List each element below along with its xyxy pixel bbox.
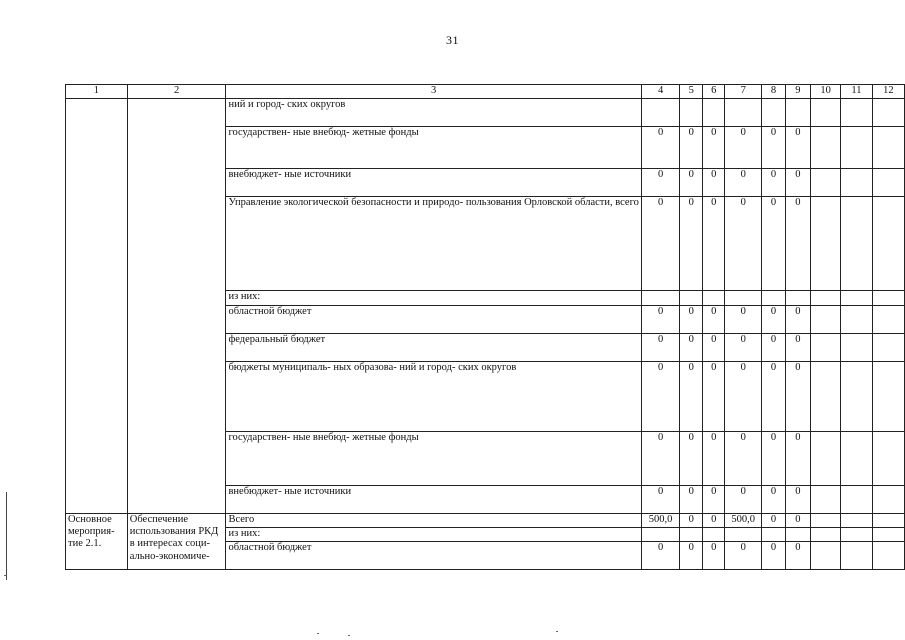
funding-source-cell: областной бюджет [226,306,641,334]
value-cell: 0 [762,542,786,570]
value-cell: 0 [680,334,703,362]
value-cell: 0 [703,197,725,291]
funding-source-cell: бюджеты муниципаль- ных образова- ний и город- ских округов [226,362,641,432]
funding-source-cell: внебюджет- ные источники [226,486,641,514]
funding-source-cell: федеральный бюджет [226,334,641,362]
value-cell: 0 [785,486,810,514]
value-cell: 0 [785,362,810,432]
value-cell [785,291,810,306]
value-cell [680,291,703,306]
empty-cell [841,334,872,362]
value-cell: 0 [641,127,679,169]
header-row [66,85,905,99]
value-cell: 0 [641,169,679,197]
empty-cell [841,514,872,528]
empty-cell [810,528,840,542]
value-cell: 0 [762,432,786,486]
value-cell: 0 [703,542,725,570]
value-cell: 0 [703,514,725,528]
empty-cell [841,542,872,570]
value-cell [725,528,762,542]
value-cell: 0 [725,362,762,432]
value-cell: 0 [641,306,679,334]
value-cell [680,99,703,127]
table-row [66,99,905,127]
column-header: 8 [762,85,786,99]
value-cell [703,291,725,306]
empty-cell [810,362,840,432]
empty-cell [810,99,840,127]
funding-source-cell: государствен- ные внебюд- жетные фонды [226,432,641,486]
value-cell: 0 [762,197,786,291]
funding-source-cell: внебюджет- ные источники [226,169,641,197]
value-cell: 0 [680,169,703,197]
value-cell: 0 [703,306,725,334]
value-cell: 0 [785,306,810,334]
value-cell: 0 [785,542,810,570]
measure-name-cell: Основное мероприя- тие 2.1. [66,514,128,570]
value-cell: 0 [725,334,762,362]
column-header: 5 [680,85,703,99]
page-number: 31 [446,33,459,47]
empty-cell [810,127,840,169]
value-cell: 0 [725,197,762,291]
empty-cell [841,486,872,514]
value-cell: 0 [762,306,786,334]
value-cell [641,528,679,542]
funding-source-cell: ний и город- ских округов [226,99,641,127]
value-cell: 0 [762,334,786,362]
value-cell [785,99,810,127]
column-header: 9 [785,85,810,99]
measure-description-cell: Обеспечение использования РКД в интересах соци- ально-экономиче- [127,514,226,570]
column-header: 12 [872,85,904,99]
value-cell: 0 [703,362,725,432]
value-cell: 500,0 [641,514,679,528]
empty-cell [841,528,872,542]
value-cell: 0 [725,306,762,334]
column-header: 4 [641,85,679,99]
value-cell [641,291,679,306]
value-cell: 0 [725,432,762,486]
empty-cell [872,291,904,306]
empty-cell [810,514,840,528]
empty-cell [841,169,872,197]
value-cell [762,291,786,306]
funding-source-cell: Всего [226,514,641,528]
column-header: 3 [226,85,641,99]
measure-description-cell [127,99,226,514]
value-cell: 500,0 [725,514,762,528]
empty-cell [841,362,872,432]
value-cell [785,528,810,542]
value-cell [725,291,762,306]
empty-cell [872,432,904,486]
margin-line [6,492,7,580]
empty-cell [810,542,840,570]
value-cell: 0 [680,127,703,169]
value-cell: 0 [641,197,679,291]
table-row [66,514,905,528]
value-cell: 0 [725,486,762,514]
value-cell: 0 [703,127,725,169]
value-cell: 0 [762,169,786,197]
empty-cell [841,432,872,486]
value-cell [703,99,725,127]
value-cell: 0 [762,127,786,169]
column-header: 11 [841,85,872,99]
empty-cell [810,197,840,291]
column-header: 10 [810,85,840,99]
value-cell: 0 [762,362,786,432]
value-cell: 0 [641,362,679,432]
value-cell: 0 [703,169,725,197]
empty-cell [872,334,904,362]
value-cell: 0 [703,432,725,486]
value-cell: 0 [641,542,679,570]
value-cell: 0 [725,169,762,197]
empty-cell [841,99,872,127]
scan-artifact [317,633,319,634]
value-cell: 0 [703,334,725,362]
value-cell [703,528,725,542]
value-cell: 0 [725,542,762,570]
table-body [66,99,905,570]
value-cell [762,99,786,127]
empty-cell [872,169,904,197]
value-cell: 0 [641,486,679,514]
value-cell: 0 [785,432,810,486]
empty-cell [810,334,840,362]
value-cell: 0 [680,362,703,432]
scan-artifact [348,635,350,636]
empty-cell [810,169,840,197]
scan-artifact [4,575,6,576]
value-cell [762,528,786,542]
empty-cell [872,514,904,528]
empty-cell [872,542,904,570]
empty-cell [872,306,904,334]
budget-table [65,84,905,570]
value-cell: 0 [785,514,810,528]
empty-cell [872,486,904,514]
empty-cell [841,127,872,169]
empty-cell [872,528,904,542]
value-cell: 0 [641,334,679,362]
column-header: 2 [127,85,226,99]
value-cell: 0 [785,169,810,197]
value-cell: 0 [680,542,703,570]
value-cell [641,99,679,127]
value-cell: 0 [680,432,703,486]
value-cell: 0 [785,334,810,362]
value-cell: 0 [703,486,725,514]
value-cell: 0 [762,486,786,514]
column-header: 1 [66,85,128,99]
empty-cell [810,291,840,306]
empty-cell [810,306,840,334]
column-header: 6 [703,85,725,99]
value-cell: 0 [785,127,810,169]
value-cell: 0 [680,197,703,291]
empty-cell [872,99,904,127]
funding-source-cell: областной бюджет [226,542,641,570]
funding-source-cell: из них: [226,528,641,542]
empty-cell [841,197,872,291]
empty-cell [810,486,840,514]
empty-cell [810,432,840,486]
empty-cell [872,362,904,432]
funding-source-cell: из них: [226,291,641,306]
value-cell: 0 [762,514,786,528]
empty-cell [841,306,872,334]
funding-source-cell: Управление экологической безопасности и природо- пользования Орловской области, всего [226,197,641,291]
value-cell: 0 [680,514,703,528]
empty-cell [872,197,904,291]
empty-cell [841,291,872,306]
value-cell: 0 [680,306,703,334]
value-cell [725,99,762,127]
value-cell [680,528,703,542]
value-cell: 0 [641,432,679,486]
value-cell: 0 [680,486,703,514]
value-cell: 0 [785,197,810,291]
measure-name-cell [66,99,128,514]
scan-artifact [556,631,558,632]
empty-cell [872,127,904,169]
funding-source-cell: государствен- ные внебюд- жетные фонды [226,127,641,169]
column-header: 7 [725,85,762,99]
value-cell: 0 [725,127,762,169]
